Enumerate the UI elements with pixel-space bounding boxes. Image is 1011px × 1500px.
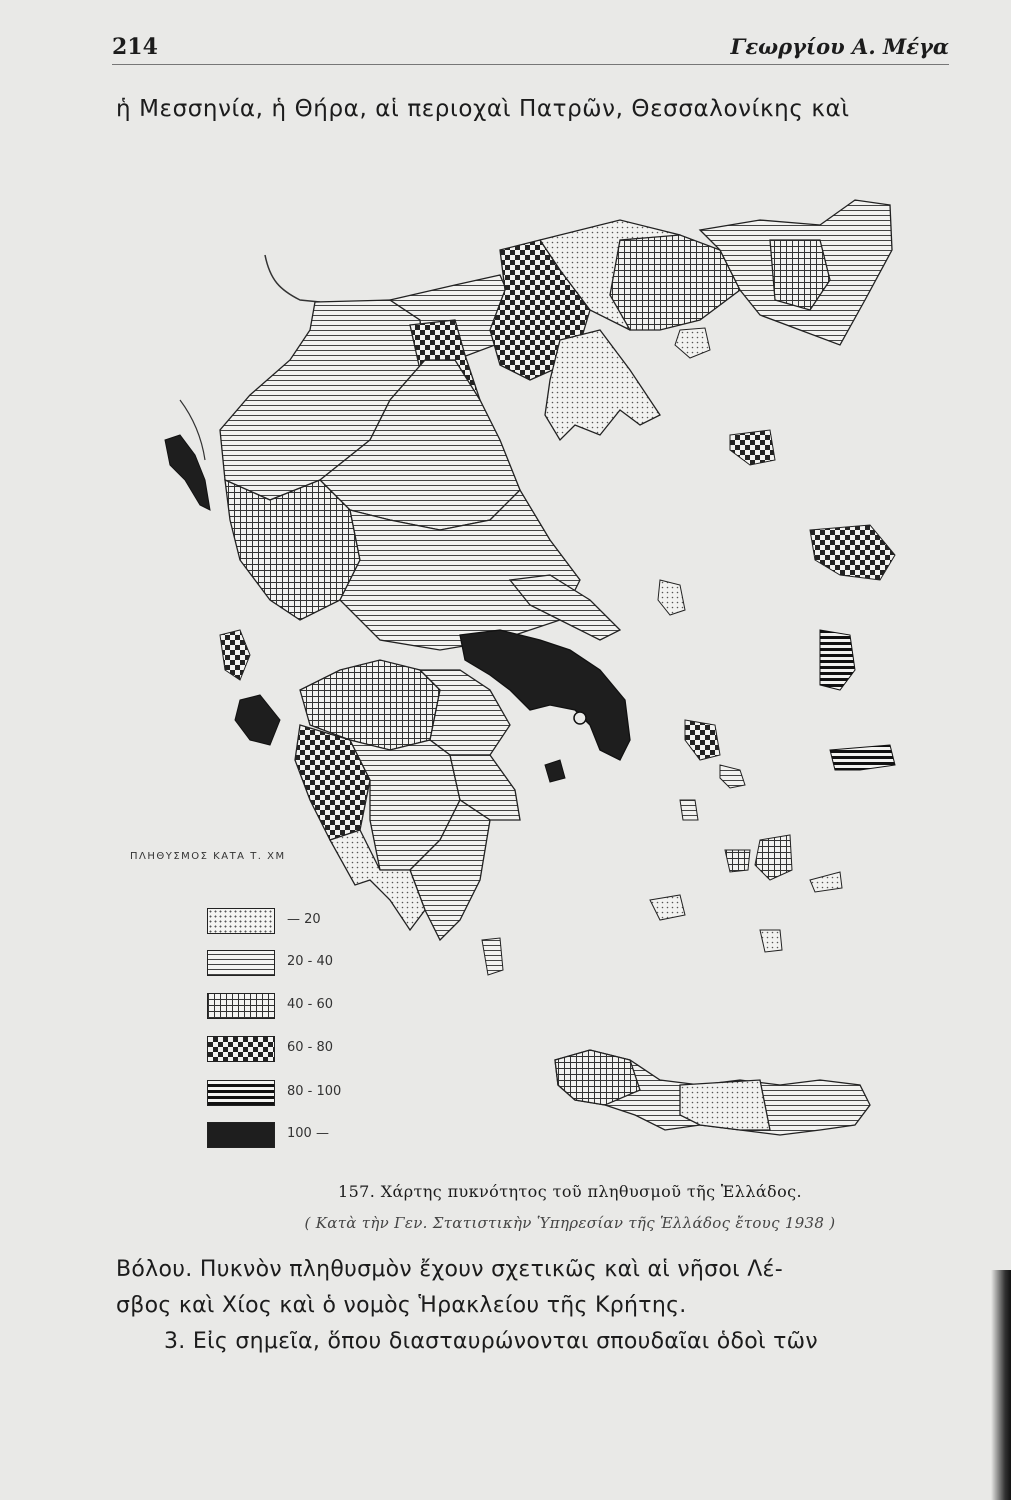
island-syros	[680, 800, 698, 820]
island-milos	[650, 895, 685, 920]
legend-item-20-40	[207, 950, 367, 980]
island-tinos	[720, 765, 745, 788]
legend-label: 40 - 60	[287, 997, 334, 1012]
page-header	[112, 30, 949, 65]
legend-item-80-100	[207, 1080, 367, 1110]
body-paragraph	[116, 1252, 940, 1360]
island-lesbos	[810, 525, 895, 580]
legend-item-under-20	[207, 908, 367, 938]
island-thasos	[675, 328, 710, 358]
island-amorgos	[810, 872, 842, 892]
island-lefkada	[220, 630, 250, 680]
island-kythira	[482, 938, 503, 975]
island-naxos	[755, 835, 792, 880]
legend-swatch-grid	[207, 993, 275, 1019]
legend-swatch-dots	[207, 908, 275, 934]
legend-swatch-solid	[207, 1122, 275, 1148]
running-title: Γεωργίου Α. Μέγα	[730, 34, 949, 59]
northern-border-line	[265, 255, 320, 302]
body-line: Βόλου. Πυκνὸν πληθυσμὸν ἔχουν σχετικῶς καὶ αἱ νῆσοι Λέ-	[116, 1257, 783, 1282]
legend-swatch-thick-lines	[207, 1080, 275, 1106]
island-skyros	[658, 580, 685, 615]
body-line: 3. Εἰς σημεῖα, ὅπου διασταυρώνονται σπουδαῖαι ὁδοὶ τῶν	[164, 1329, 818, 1354]
island-samothraki	[730, 430, 775, 465]
island-paros	[725, 850, 750, 872]
legend-swatch-checkerboard	[207, 1036, 275, 1062]
legend-label: 60 - 80	[287, 1040, 334, 1055]
island-samos	[830, 745, 895, 770]
binding-shadow	[991, 1270, 1011, 1500]
legend-label: — 20	[287, 912, 321, 927]
figure-caption: 157. Χάρτης πυκνότητος τοῦ πληθυσμοῦ τῆς Ἑλλάδος.	[338, 1182, 802, 1201]
body-line: σβος καὶ Χίος καὶ ὁ νομὸς Ἡρακλείου τῆς Κρήτης.	[116, 1293, 687, 1318]
island-andros	[685, 720, 720, 760]
legend-item-40-60	[207, 993, 367, 1023]
island-chios	[820, 630, 855, 690]
legend-item-over-100	[207, 1122, 367, 1152]
athens-marker	[574, 712, 586, 724]
island-santorini	[760, 930, 782, 952]
page-number: 214	[112, 34, 158, 60]
legend-swatch-horizontal-lines	[207, 950, 275, 976]
legend-label: 80 - 100	[287, 1084, 342, 1099]
legend-title: ΠΛΗΘΥΣΜΟΣ ΚΑΤΑ Τ. ΧΜ	[130, 851, 286, 862]
region-chalkidiki	[545, 330, 660, 440]
island-corfu	[165, 435, 210, 510]
text-line-top: ἡ Μεσσηνία, ἡ Θήρα, αἱ περιοχαὶ Πατρῶν, Θεσσαλονίκης καὶ	[116, 96, 850, 122]
island-aegina	[545, 760, 565, 782]
region-aetolia	[225, 480, 360, 620]
legend-item-60-80	[207, 1036, 367, 1066]
figure-source: ( Κατὰ τὴν Γεν. Στατιστικὴν Ὑπηρεσίαν τῆς Ἑλλάδος ἔτους 1938 )	[304, 1214, 836, 1232]
island-kefalonia	[235, 695, 280, 745]
legend-label: 20 - 40	[287, 954, 334, 969]
legend-label: 100 —	[287, 1126, 329, 1141]
